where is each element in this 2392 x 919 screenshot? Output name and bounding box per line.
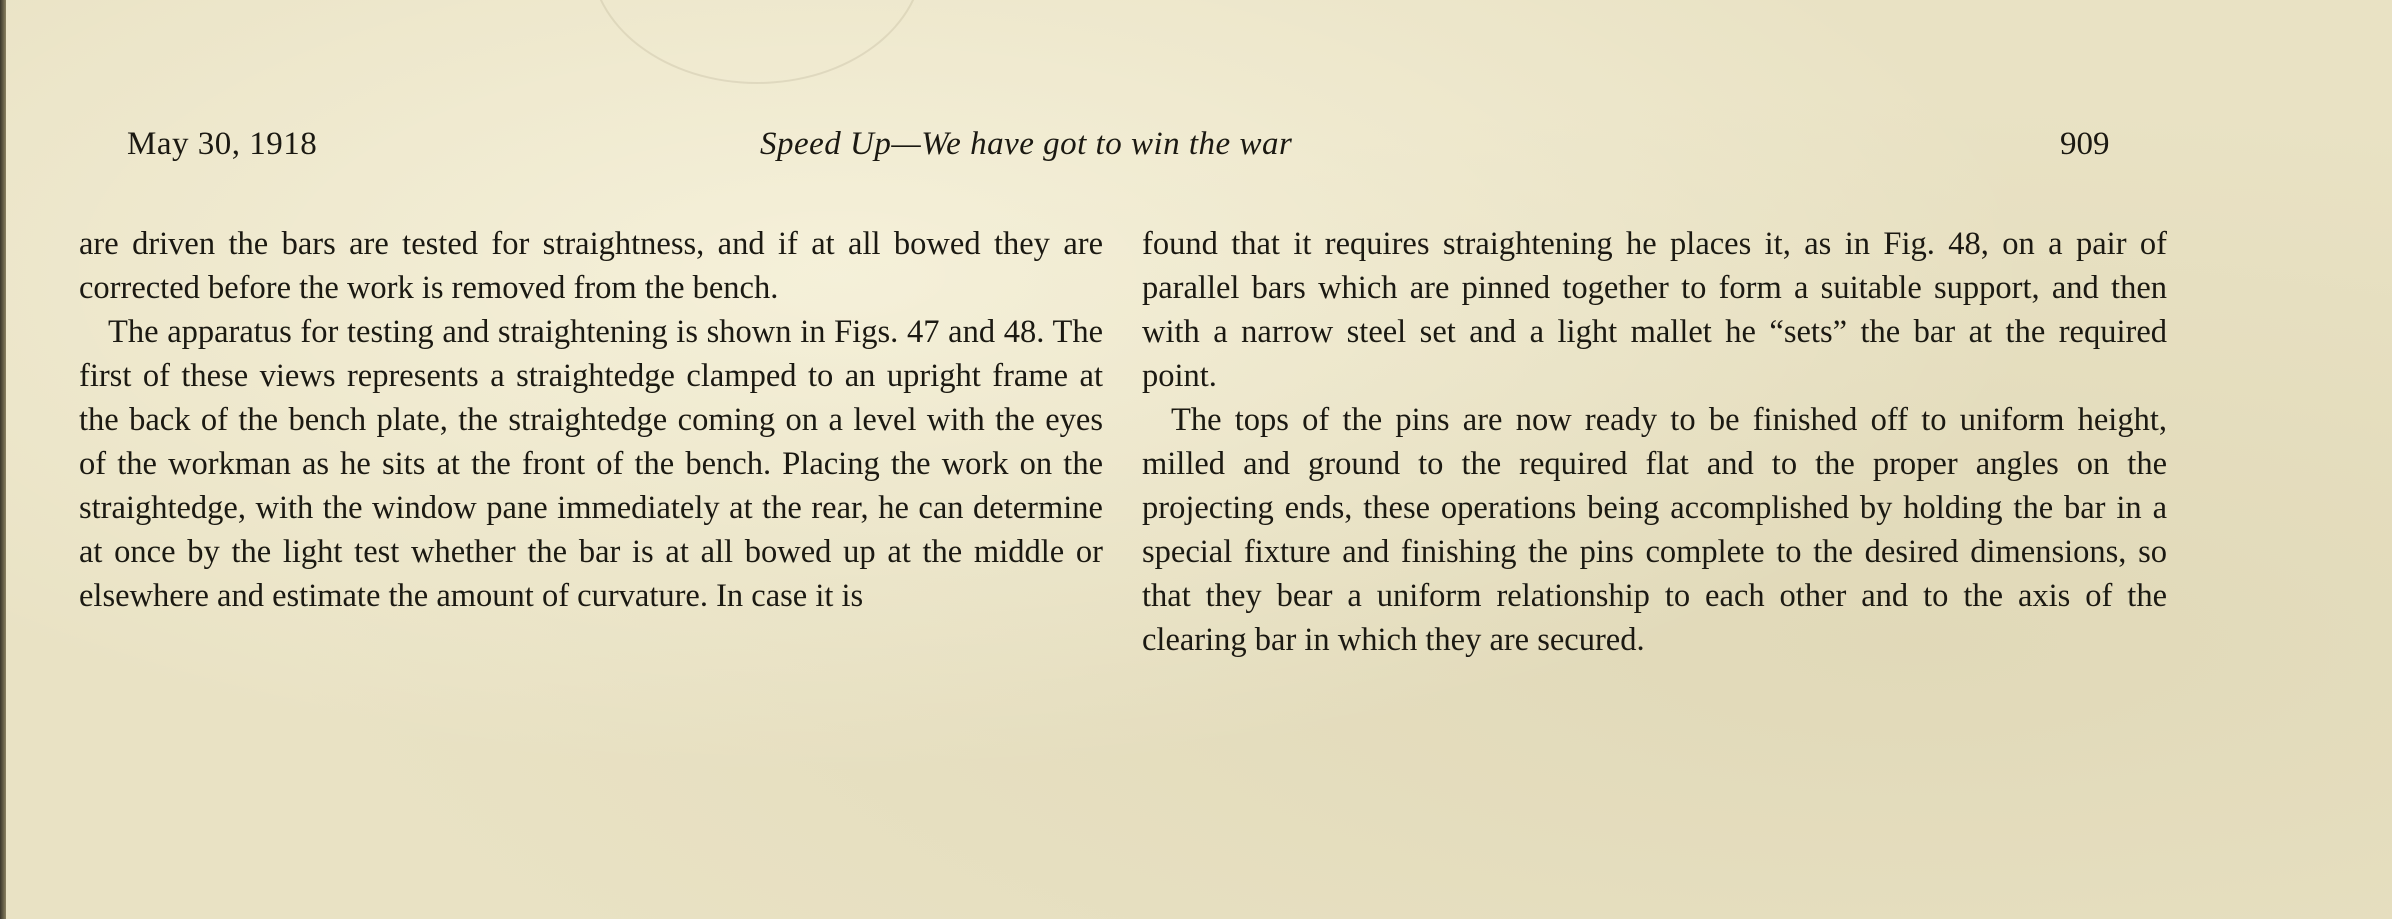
left-column <box>79 222 1103 618</box>
show-through-mark <box>590 0 924 84</box>
right-paragraph-1: found that it requires straightening he places it, as in Fig. 48, on a pair of parallel bars which are pinned together to form a suitable support, and then with a narrow steel set and a light mallet he “sets” the bar at the required point. <box>1142 226 2167 394</box>
right-paragraph-2: The tops of the pins are now ready to be finished off to uniform height, milled and ground to the required flat and to the proper angles on the projecting ends, these operations being accomplished by holding the bar in a special fixture and finishing the pins complete to the desired dimensions, so that they bear a uniform relationship to each other and to the axis of the clearing bar in which they are secured. <box>1142 402 2167 658</box>
page-number: 909 <box>2060 126 2110 162</box>
header-date: May 30, 1918 <box>127 126 318 162</box>
left-paragraph-2: The apparatus for testing and straightening is shown in Figs. 47 and 48. The first of these views represents a straightedge clamped to an upright frame at the back of the bench plate, the straightedge coming on a level with the eyes of the workman as he sits at the front of the bench. Placing the work on the straightedge, with the window pane immediately at the rear, he can determine at once by the light test whether the bar is at all bowed up at the middle or elsewhere and estimate the amount of curvature. In case it is <box>79 314 1103 614</box>
left-paragraph-1: are driven the bars are tested for straightness, and if at all bowed they are corrected before the work is removed from the bench. <box>79 226 1103 306</box>
header-slogan: Speed Up—We have got to win the war <box>760 126 1293 162</box>
right-column <box>1142 222 2167 662</box>
running-header <box>0 126 2392 176</box>
cropped-next-heading <box>130 876 2230 919</box>
